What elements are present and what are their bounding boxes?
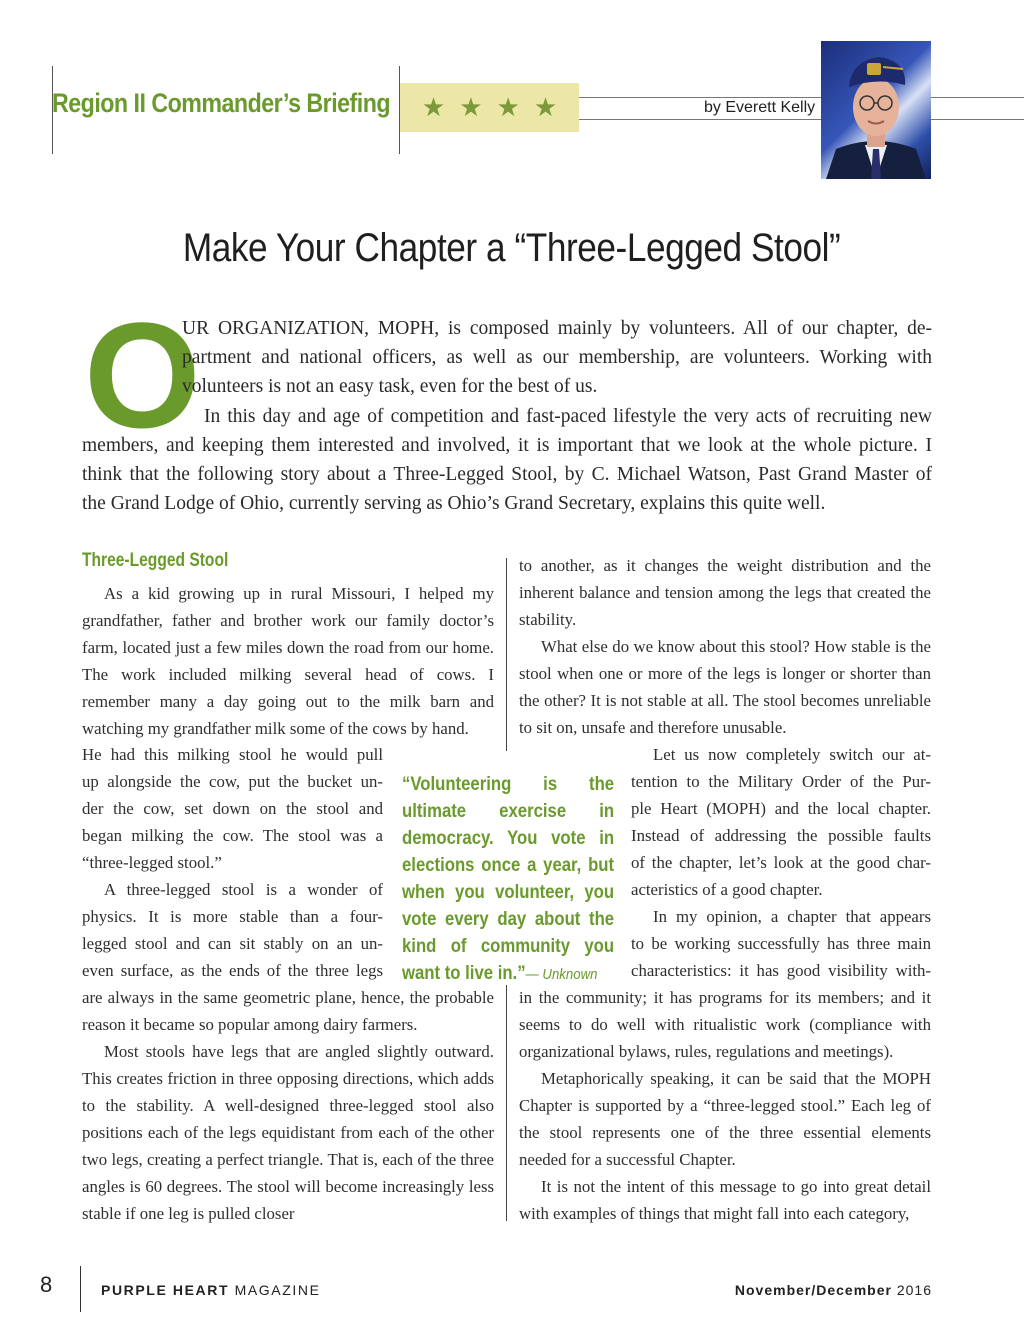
body-line: even surface, as the ends of the three legs — [82, 961, 383, 980]
intro-line: think that the following story about a Three-Legged Stool, by C. Michael Watson, Past Grand Master of — [82, 464, 932, 485]
author-photo — [821, 41, 931, 179]
body-line: characteristics: it has good visibility with- — [631, 961, 931, 980]
body-line: In my opinion, a chapter that appears — [653, 907, 931, 926]
pull-quote-source: — Unknown — [525, 966, 598, 983]
pull-quote — [402, 771, 614, 988]
body-line: tention to the Military Order of the Pur- — [631, 772, 931, 791]
body-line: of the chapter, let’s look at the good char- — [631, 853, 931, 872]
intro-line: the Grand Lodge of Ohio, currently serving as Ohio’s Grand Secretary, explains this quite well. — [82, 493, 826, 514]
subhead: Three-Legged Stool — [82, 550, 229, 571]
body-paragraph: It is not the intent of this message to go into great detail with examples of things that might fall into each category, — [519, 1177, 931, 1223]
body-line: legged stool and can sit stably on an un- — [82, 934, 383, 953]
intro-line: volunteers is not an easy task, even for the best of us. — [182, 376, 598, 397]
body-line: began milking the cow. The stool was a — [82, 826, 383, 845]
body-paragraph: are always in the same geometric plane, hence, the probable reason it became so popular among dairy farmers. — [82, 988, 494, 1034]
body-paragraph: As a kid growing up in rural Missouri, I helped my grandfather, father and brother work our family doctor’s farm, located just a few miles down the road from our home. The work included milking several head of cows. I remember many a day going out to the milk barn and watching my grandfather milk some of the cows by hand. — [82, 584, 494, 738]
body-line: der the cow, set down on the stool and — [82, 799, 383, 818]
article-title: Make Your Chapter a “Three-Legged Stool” — [183, 226, 841, 270]
left-column-bottom — [82, 984, 494, 1227]
right-column-wrap — [631, 741, 931, 984]
star-icon: ★ — [496, 92, 520, 123]
footer-rule — [80, 1266, 81, 1312]
star-icon: ★ — [533, 92, 558, 123]
right-column-bottom — [519, 984, 931, 1227]
header-top-rule — [579, 97, 1024, 98]
intro-line: members, and keeping them interested and involved, it is important that we look at the whole picture. I — [82, 435, 932, 456]
left-column-top — [82, 547, 494, 742]
body-paragraph: Most stools have legs that are angled slightly outward. This creates friction in three opposing directions, which adds to the stability. A well-designed three-legged stool also positions each of the legs equidistant from each of the other two legs, creating a perfect triangle. That is, each of the three angles is 60 degrees. The stool will become increasingly less stable if one leg is pulled closer — [82, 1042, 494, 1223]
body-line: Instead of addressing the possible faults — [631, 826, 931, 845]
left-column-wrap — [82, 741, 383, 984]
magazine-name: PURPLE HEART MAGAZINE — [101, 1282, 321, 1298]
body-line: physics. It is more stable than a four- — [82, 907, 383, 926]
issue-date: November/December 2016 — [734, 1282, 932, 1298]
body-line: to be working successfully has three main — [631, 934, 931, 953]
body-line: up alongside the cow, put the bucket un- — [82, 772, 383, 791]
portrait-image — [821, 41, 931, 179]
body-line: Let us now completely switch our at- — [653, 745, 931, 764]
pull-quote-text: “Volunteering is the ultimate exercise in democracy. You vote in elections once a year, but when you volunteer, you vote every day about the kind of community you want to live in.” — [402, 774, 615, 984]
body-line: acteristics of a good chapter. — [631, 880, 823, 899]
body-line: “three-legged stool.” — [82, 853, 222, 872]
star-icon: ★ — [459, 92, 483, 123]
intro-line: UR ORGANIZATION, MOPH, is composed mainly by volunteers. All of our chapter, de- — [182, 318, 932, 339]
page-number: 8 — [40, 1272, 53, 1297]
intro-line: In this day and age of competition and fast-paced lifestyle the very acts of recruiting new — [204, 406, 932, 427]
author-byline: by Everett Kelly — [704, 99, 816, 116]
body-line: A three-legged stool is a wonder of — [104, 880, 383, 899]
stars-banner — [400, 83, 579, 132]
column-divider — [506, 985, 507, 1221]
section-title: Region II Commander’s Briefing — [52, 88, 391, 118]
body-paragraph: to another, as it changes the weight distribution and the inherent balance and tension among the legs that created the stability. — [519, 556, 931, 629]
right-column-top — [519, 552, 931, 741]
body-paragraph: in the community; it has programs for its members; and it seems to do well with ritualistic work (compliance with organizational bylaws, rules, regulations and meetings). — [519, 988, 931, 1061]
body-paragraph: What else do we know about this stool? How stable is the stool when one or more of the legs is longer or shorter than the other? It is not stable at all. The stool becomes unreliable to sit on, unsafe and therefore unusable. — [519, 637, 931, 737]
drop-cap: O — [84, 291, 201, 459]
column-divider — [506, 558, 507, 751]
body-paragraph: Metaphorically speaking, it can be said that the MOPH Chapter is supported by a “three-legged stool.” Each leg of the stool represents one of the three essential elements needed for a successful Chapter. — [519, 1069, 931, 1169]
intro-line: partment and national officers, as well as our membership, are volunteers. Working with — [182, 347, 932, 368]
body-line: He had this milking stool he would pull — [82, 745, 383, 764]
header-bottom-rule — [579, 119, 1024, 120]
body-line: ple Heart (MOPH) and the local chapter. — [631, 799, 931, 818]
star-icon: ★ — [421, 92, 446, 123]
